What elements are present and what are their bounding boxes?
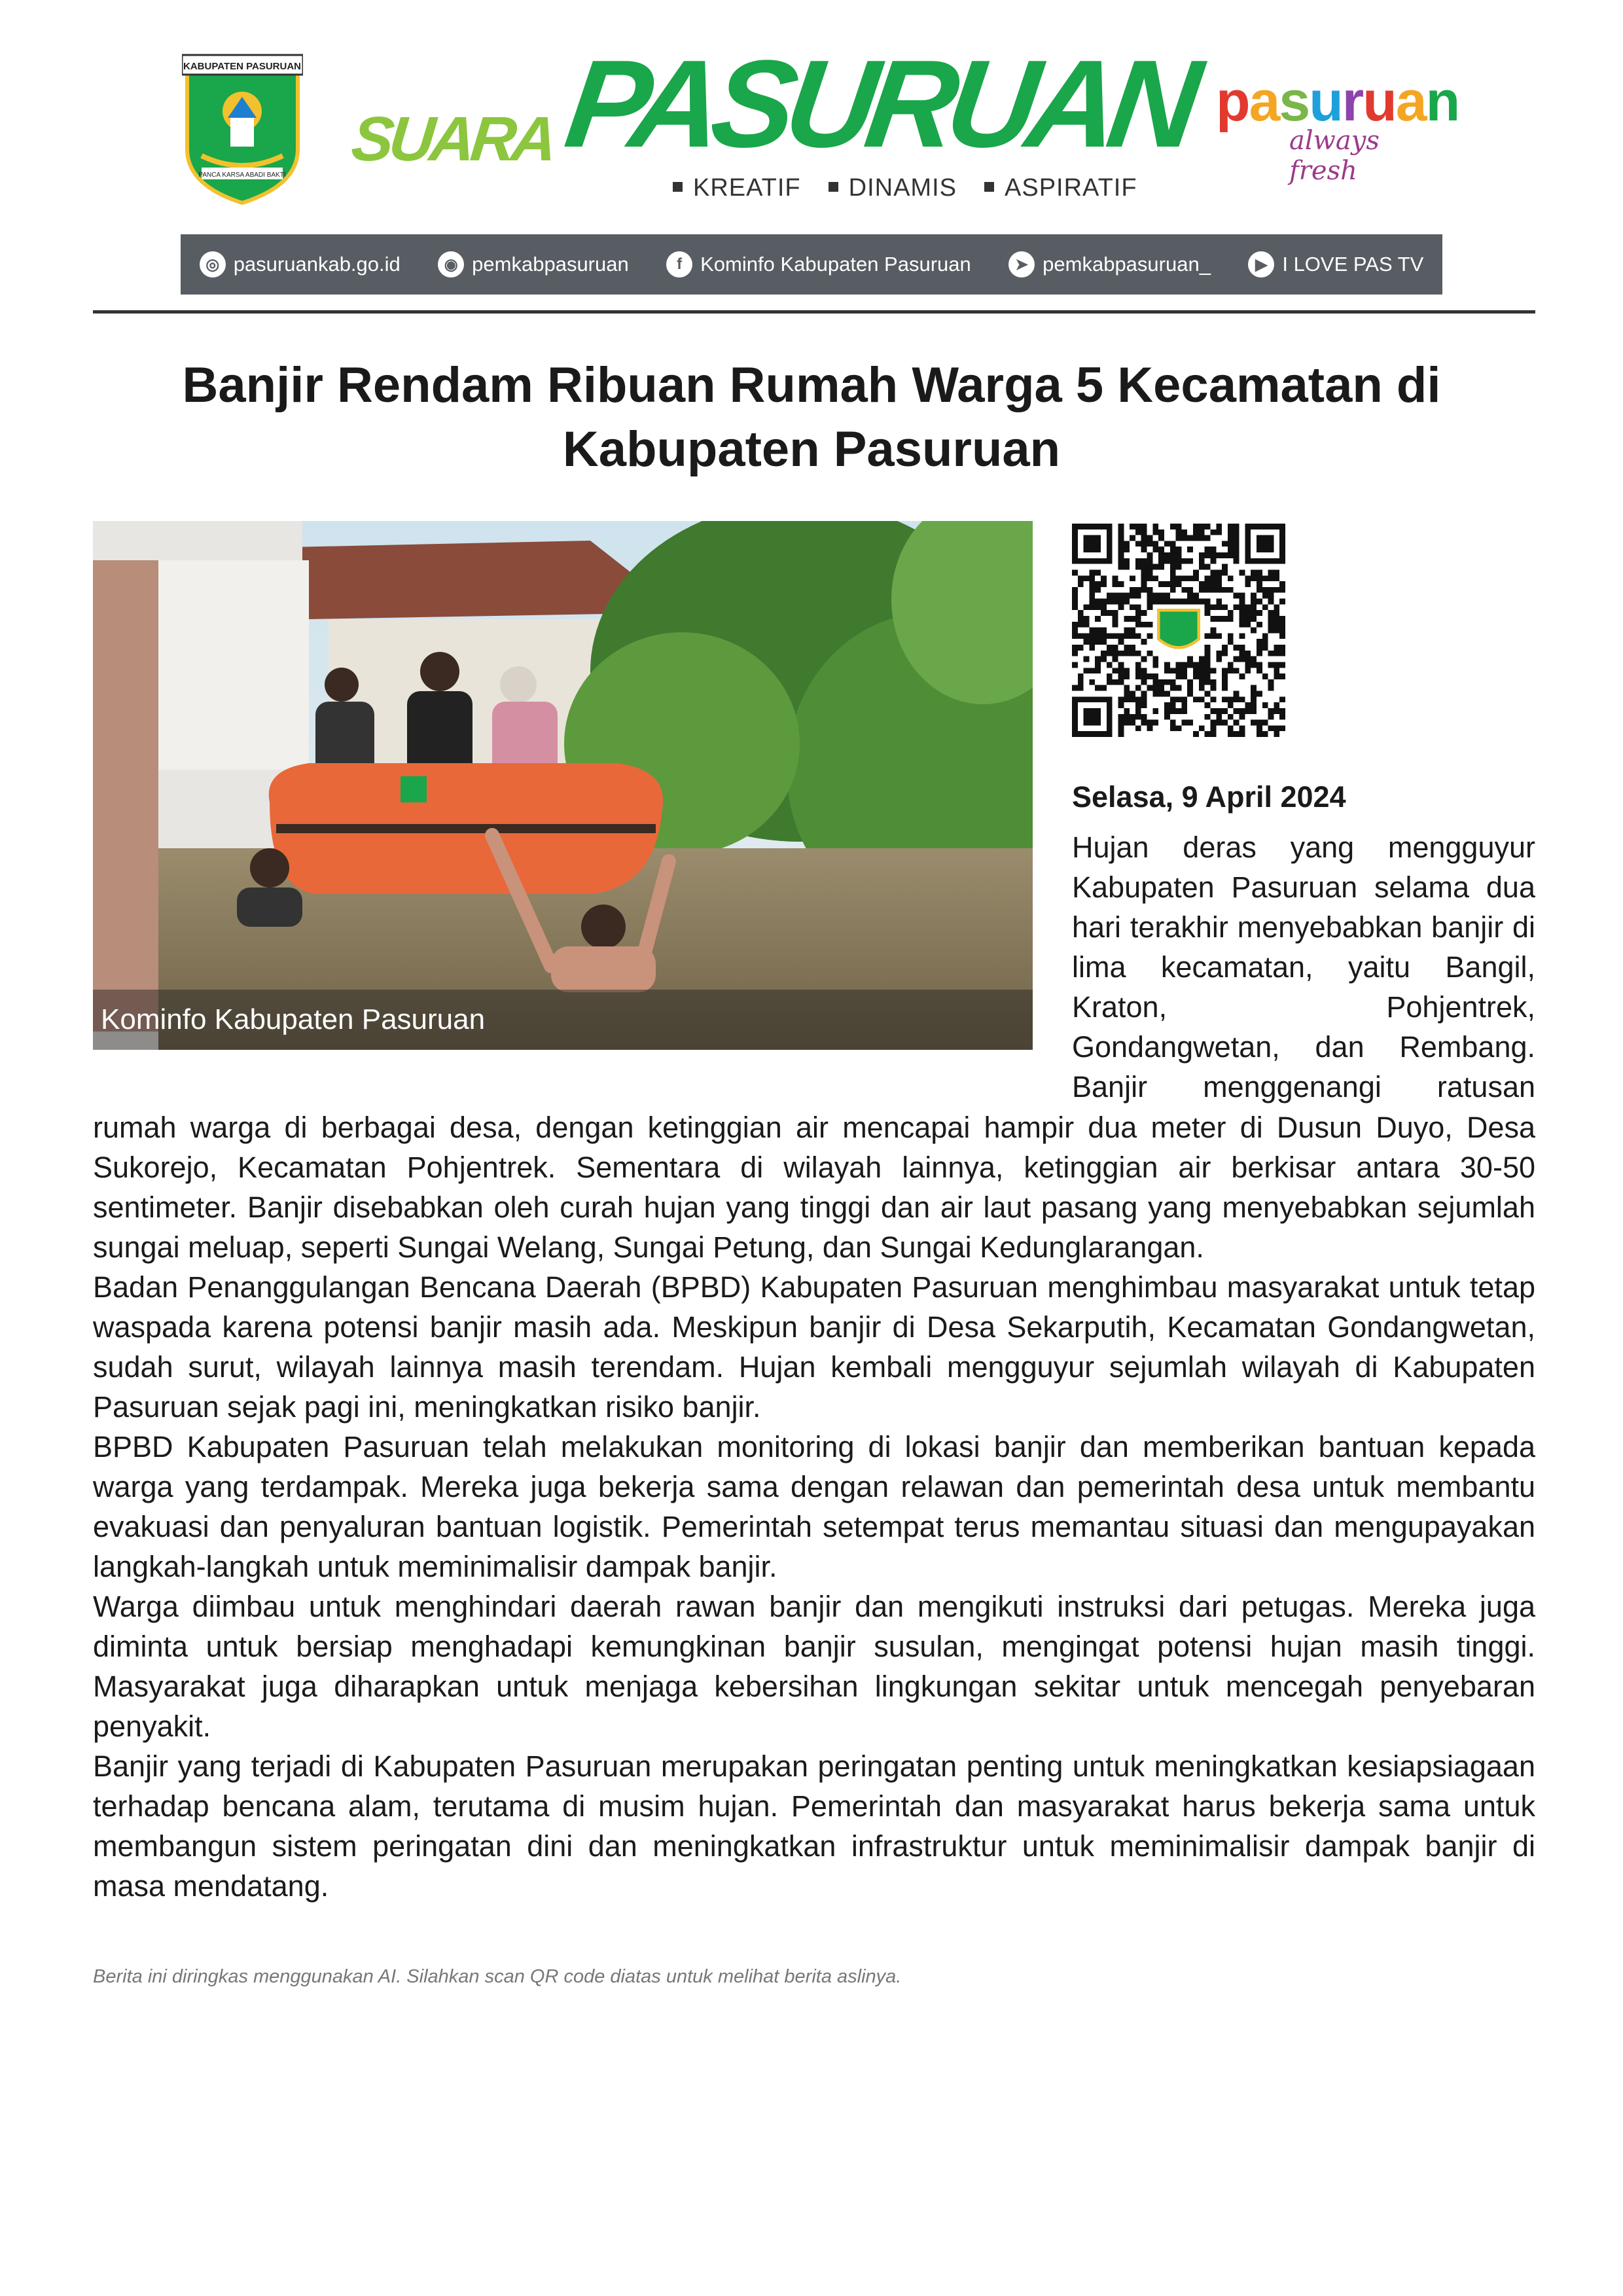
masthead-prefix: SUARA: [348, 104, 557, 174]
youtube-icon: ▶: [1248, 251, 1274, 278]
masthead: [347, 35, 1200, 203]
ai-summary-footnote: Berita ini diringkas menggunakan AI. Silahkan scan QR code diatas untuk melihat berita aslinya.: [93, 1966, 902, 1987]
masthead-taglines: [673, 174, 1137, 202]
social-website-link[interactable]: [200, 251, 401, 278]
masthead-name: PASURUAN: [558, 35, 1200, 173]
photo-credit: Kominfo Kabupaten Pasuruan: [93, 990, 1033, 1050]
article-title: [98, 353, 1525, 482]
social-label: Kominfo Kabupaten Pasuruan: [700, 253, 971, 276]
header-divider: [93, 310, 1535, 314]
instagram-icon: ◉: [438, 251, 464, 278]
brand-word: pasuruan: [1216, 70, 1459, 133]
social-label: pemkabpasuruan_: [1043, 253, 1211, 276]
twitter-icon: ➤: [1008, 251, 1035, 278]
social-label: pasuruankab.go.id: [233, 253, 401, 276]
svg-text:PANCA KARSA ABADI BAKTI: PANCA KARSA ABADI BAKTI: [198, 171, 286, 179]
social-facebook-link[interactable]: [666, 251, 971, 278]
social-twitter-link[interactable]: [1008, 251, 1211, 278]
article-paragraph: rumah warga di berbagai desa, dengan ketinggian air mencapai hampir dua meter di Dusun Duyo, Desa Sukorejo, Kecamatan Pohjentrek. Sementara di wilayah lainnya, ketinggian air berkisar antara 30-50 sentimeter. Banjir disebabkan oleh curah hujan yang tinggi dan air laut pasang yang menyebabkan sejumlah sungai meluap, seperti Sungai Welang, Sungai Petung, dan Sungai Kedunglarangan.: [93, 1111, 1535, 1264]
social-instagram-link[interactable]: [438, 251, 629, 278]
social-label: I LOVE PAS TV: [1282, 253, 1424, 276]
article-lead: Hujan deras yang mengguyur Kabupaten Pasuruan selama dua hari terakhir menyebabkan banjir di lima kecamatan, yaitu Bangil, Kraton, Pohjentrek, Gondangwetan, dan Rembang. Banjir menggenangi ratusan: [1072, 831, 1535, 1103]
social-bar: [181, 234, 1442, 295]
facebook-icon: f: [666, 251, 692, 278]
tagline-item: KREATIF: [673, 174, 801, 202]
article-body: [93, 1107, 1535, 1906]
pasuruan-regency-emblem-icon: [182, 51, 303, 206]
article-paragraph: BPBD Kabupaten Pasuruan telah melakukan monitoring di lokasi banjir dan memberikan bantuan kepada warga yang terdampak. Mereka juga bekerja sama dengan relawan dan pemerintah desa untuk membantu evakuasi dan penyaluran bantuan logistik. Pemerintah setempat terus memantau situasi dan mengupayakan langkah-langkah untuk meminimalisir dampak banjir.: [93, 1430, 1535, 1583]
title-line-1: Banjir Rendam Ribuan Rumah Warga 5 Kecamatan di: [182, 357, 1441, 413]
title-line-2: Kabupaten Pasuruan: [562, 422, 1061, 477]
qr-code-icon[interactable]: [1072, 524, 1285, 737]
tagline-item: DINAMIS: [829, 174, 957, 202]
social-label: pemkabpasuruan: [472, 253, 629, 276]
article-paragraph: Warga diimbau untuk menghindari daerah rawan banjir dan mengikuti instruksi dari petugas. Mereka juga diminta untuk bersiap menghadapi kemungkinan banjir susulan, mengingat potensi hujan masih tinggi. Masyarakat juga diharapkan untuk menjaga kebersihan lingkungan sekitar untuk mencegah penyebaran penyakit.: [93, 1590, 1535, 1743]
article-paragraph: Badan Penanggulangan Bencana Daerah (BPBD) Kabupaten Pasuruan menghimbau masyarakat untuk tetap waspada karena potensi banjir masih ada. Meskipun banjir di Desa Sekarputih, Kecamatan Gondangwetan, sudah surut, wilayah lainnya masih terendam. Hujan kembali mengguyur sejumlah wilayah di Kabupaten Pasuruan sejak pagi ini, meningkatkan risiko banjir.: [93, 1270, 1535, 1424]
flood-photo: [93, 521, 1033, 1050]
social-youtube-link[interactable]: [1248, 251, 1423, 278]
article-date: Selasa, 9 April 2024: [1072, 780, 1346, 814]
article-paragraph: Banjir yang terjadi di Kabupaten Pasuruan merupakan peringatan penting untuk meningkatkan kesiapsiagaan terhadap bencana alam, terutama di musim hujan. Pemerintah dan masyarakat harus bekerja sama untuk membangun sistem peringatan dini dan meningkatkan infrastruktur untuk meminimalisir dampak banjir di masa mendatang.: [93, 1749, 1535, 1903]
brand-tag: always fresh: [1289, 126, 1380, 186]
tagline-item: ASPIRATIF: [984, 174, 1137, 202]
globe-icon: ◎: [200, 251, 226, 278]
pasuruan-always-fresh-logo: [1216, 70, 1459, 186]
svg-text:KABUPATEN PASURUAN: KABUPATEN PASURUAN: [183, 61, 301, 72]
